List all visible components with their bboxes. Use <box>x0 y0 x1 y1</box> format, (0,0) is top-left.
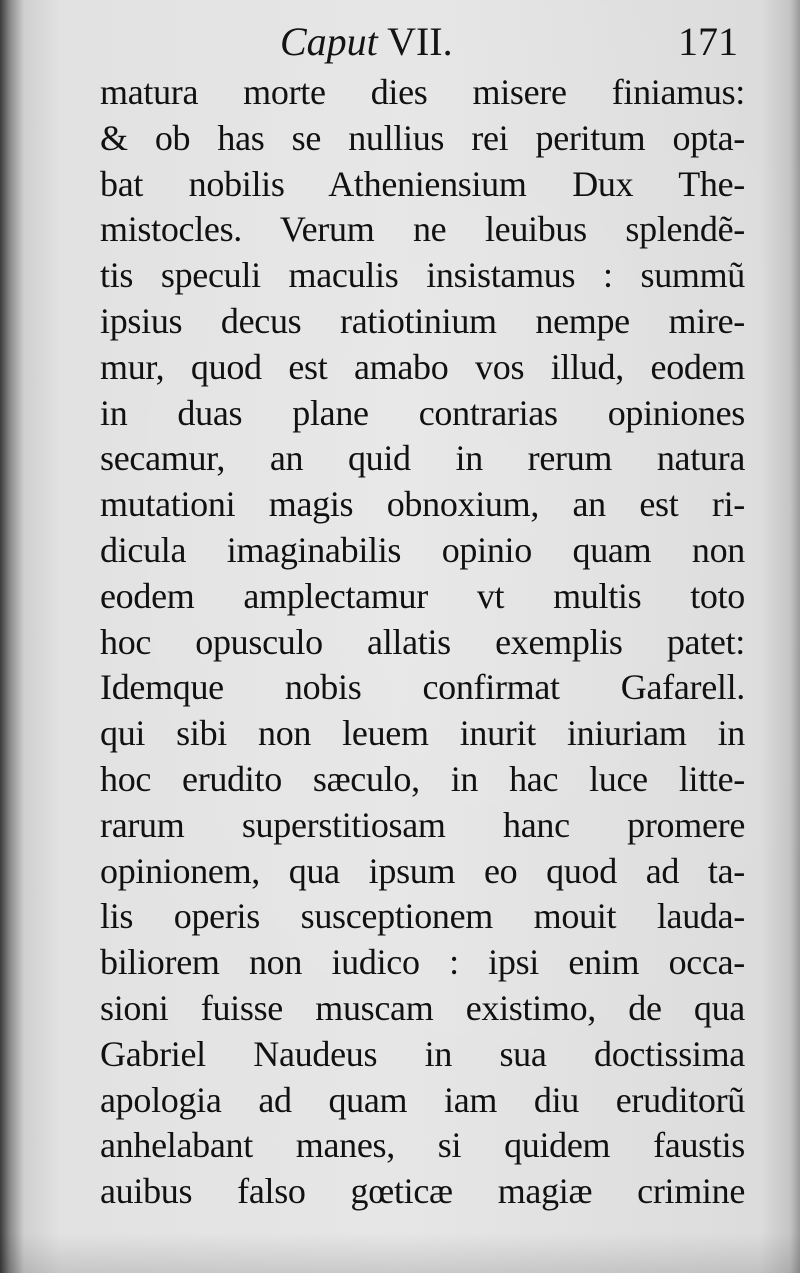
page-number: 171 <box>678 19 738 64</box>
text-line: tis speculi maculis insistamus : summũ <box>100 255 745 296</box>
text-line: anhelabant manes, si quidem faustis <box>100 1125 745 1166</box>
text-line: apologia ad quam iam diu eruditorũ <box>100 1079 745 1120</box>
text-line: biliorem non iudico : ipsi enim occa- <box>100 942 745 983</box>
text-line: eodem amplectamur vt multis toto <box>100 575 745 616</box>
text-line: mistocles. Verum ne leuibus splendẽ- <box>100 209 745 250</box>
text-line: matura morte dies misere finiamus: <box>100 72 745 112</box>
text-line: opinionem, qua ipsum eo quod ad ta- <box>100 850 745 891</box>
chapter-number: VII. <box>387 19 453 64</box>
chapter-word: Caput <box>280 19 378 64</box>
text-line: Idemque nobis confirmat Gafarell. <box>100 667 745 708</box>
chapter-heading <box>280 18 453 66</box>
text-line: rarum superstitiosam hanc promere <box>100 804 745 845</box>
text-line: sioni fuisse muscam existimo, de qua <box>100 987 745 1028</box>
text-line: & ob has se nullius rei peritum opta- <box>100 117 745 158</box>
text-line: Gabriel Naudeus in sua doctissima <box>100 1033 745 1074</box>
body-text <box>100 70 745 1215</box>
text-line: qui sibi non leuem inurit iniuriam in <box>100 713 745 754</box>
text-line: lis operis susceptionem mouit lauda- <box>100 896 745 937</box>
text-line: auibus falso gœticæ magiæ crimine <box>100 1171 745 1212</box>
text-line: bat nobilis Atheniensium Dux The- <box>100 163 745 204</box>
text-line: hoc erudito sæculo, in hac luce litte- <box>100 758 745 799</box>
text-line: in duas plane contrarias opiniones <box>100 392 745 433</box>
text-line: secamur, an quid in rerum natura <box>100 438 745 479</box>
running-head <box>100 18 750 66</box>
text-line: ipsius decus ratiotinium nempe mire- <box>100 300 745 341</box>
text-line: mur, quod est amabo vos illud, eodem <box>100 346 745 387</box>
text-line: mutationi magis obnoxium, an est ri- <box>100 484 745 525</box>
text-line: dicula imaginabilis opinio quam non <box>100 529 745 570</box>
text-line: hoc opusculo allatis exemplis patet: <box>100 621 745 662</box>
